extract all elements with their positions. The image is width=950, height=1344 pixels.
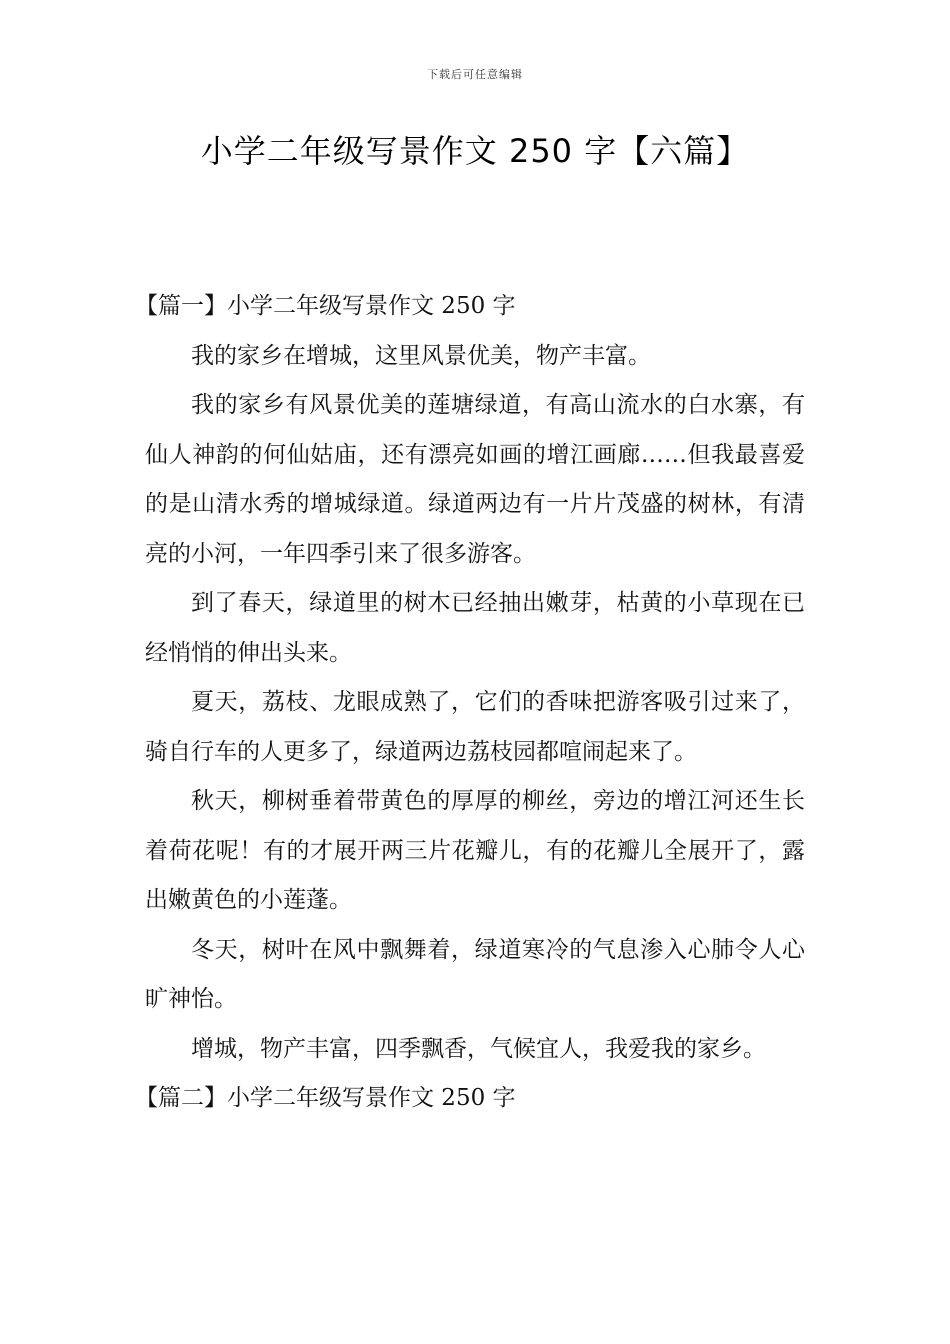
header-note: 下载后可任意编辑: [427, 68, 523, 81]
section-heading-1: 【篇一】小学二年级写景作文 250 字: [135, 293, 516, 319]
document-title: 小学二年级写景作文 250 字【六篇】: [200, 132, 750, 170]
paragraph: 夏天，荔枝、龙眼成熟了，它们的香味把游客吸引过来了，骑自行车的人更多了，绿道两边荔枝园都喧闹起来了。: [145, 689, 805, 765]
paragraph: 我的家乡有风景优美的莲塘绿道，有高山流水的白水寨，有仙人神韵的何仙姑庙，还有漂亮如画的增江画廊……但我最喜爱的是山清水秀的增城绿道。绿道两边有一片片茂盛的树林，有清亮的小河，一年四季引来了很多游客。: [145, 392, 805, 567]
paragraph: 秋天，柳树垂着带黄色的厚厚的柳丝，旁边的增江河还生长着荷花呢！有的才展开两三片花瓣儿，有的花瓣儿全展开了，露出嫩黄色的小莲蓬。: [145, 788, 805, 913]
paragraph: 我的家乡在增城，这里风景优美，物产丰富。: [191, 342, 651, 369]
document-body: [135, 282, 805, 1124]
paragraph: 冬天，树叶在风中飘舞着，绿道寒冷的气息渗入心肺令人心旷神怡。: [145, 936, 805, 1012]
paragraph: 增城，物产丰富，四季飘香，气候宜人，我爱我的家乡。: [191, 1035, 766, 1062]
paragraph: 到了春天，绿道里的树木已经抽出嫩芽，枯黄的小草现在已经悄悄的伸出头来。: [145, 590, 805, 666]
section-heading-2: 【篇二】小学二年级写景作文 250 字: [135, 1085, 516, 1111]
